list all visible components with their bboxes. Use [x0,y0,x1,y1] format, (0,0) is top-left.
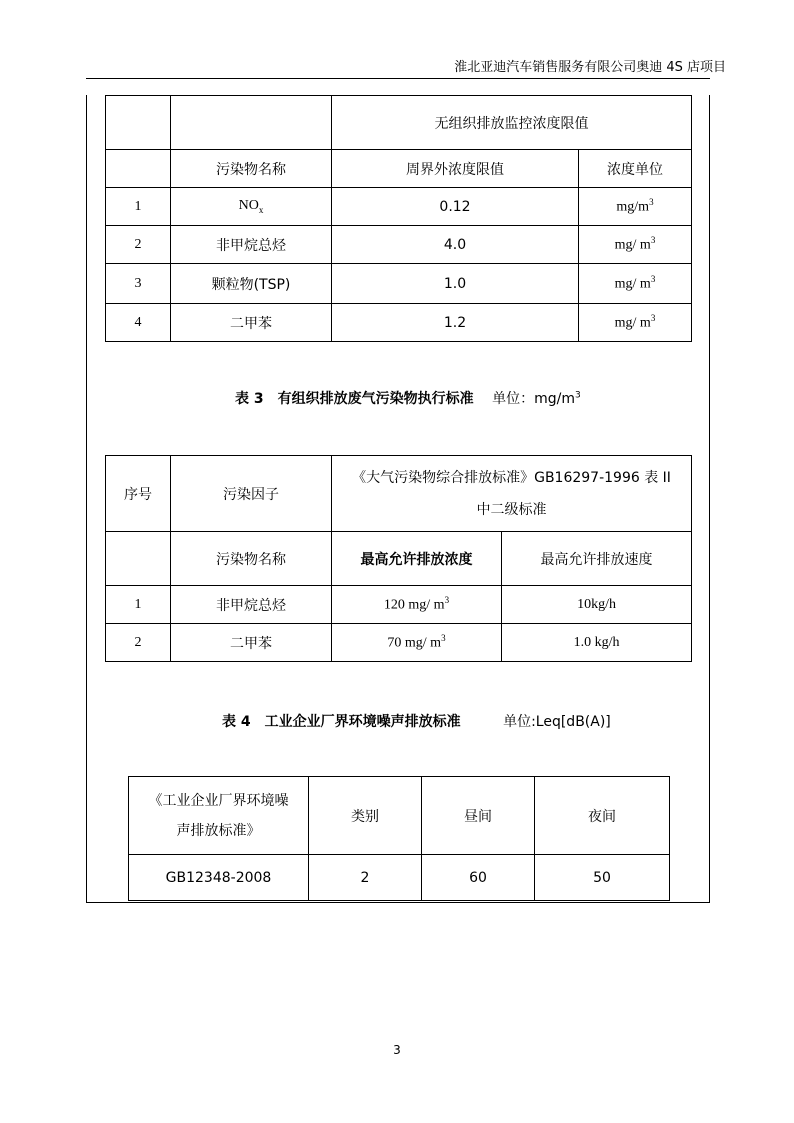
table-row [106,624,692,662]
table3-col-no: 序号 [106,456,171,532]
row-no: 2 [106,624,171,662]
night-value: 50 [535,855,670,901]
table-row [106,586,692,624]
table3-standard [332,456,692,532]
row-no: 1 [106,586,171,624]
class-value: 2 [309,855,422,901]
table-row [106,264,692,304]
table2-col-name: 污染物名称 [171,150,332,188]
table2-blank-name [171,96,332,150]
table2-blank-no [106,96,171,150]
unit-value: mg/ $m^3$ [579,304,692,342]
table3-standard-line1: 《大气污染物综合排放标准》GB16297-1996 表 II [352,469,671,486]
table4-title: 表 4 工业企业厂界环境噪声排放标准 [222,714,461,730]
rate-value: 1.0 kg/h [502,624,692,662]
pollutant-name: 二甲苯 [171,304,332,342]
table3-caption [235,388,581,408]
table2-col-limit: 周界外浓度限值 [332,150,579,188]
table4-standard-line1: 《工业企业厂界环境噪 [148,792,289,809]
table3-standard-line2: 中二级标准 [476,501,547,518]
table-row [106,226,692,264]
pollutant-name: 非甲烷总烃 [171,226,332,264]
table3-col-factor: 污染因子 [171,456,332,532]
row-no: 1 [106,188,171,226]
header-rule [86,78,710,79]
table3-col-name: 污染物名称 [171,532,332,586]
table3-title: 表 3 有组织排放废气污染物执行标准 [235,391,474,407]
row-no: 2 [106,226,171,264]
table-row [106,304,692,342]
limit-value: 1.2 [332,304,579,342]
table2-blank-no2 [106,150,171,188]
pollutant-name: 非甲烷总烃 [171,586,332,624]
table2-group-header: 无组织排放监控浓度限值 [332,96,692,150]
row-no: 4 [106,304,171,342]
table3-blank [106,532,171,586]
unit-value: mg/ $m^3$ [579,226,692,264]
pollutant-name: 颗粒物(TSP) [171,264,332,304]
table4-col-class: 类别 [309,777,422,855]
table4-standard-line2: 声排放标准》 [176,822,261,839]
page-number: 3 [393,1043,401,1057]
table-4 [128,776,670,901]
unit-value: mg/ $m^3$ [579,264,692,304]
table4-caption [222,711,611,731]
table-row [106,188,692,226]
table4-col-day: 昼间 [422,777,535,855]
table3-unit: 单位：$mg/m^3$ [492,390,581,407]
table2-col-unit: 浓度单位 [579,150,692,188]
table3-col-conc: 最高允许排放浓度 [332,532,502,586]
limit-value: 1.0 [332,264,579,304]
table-3 [105,455,692,662]
table3-col-rate: 最高允许排放速度 [502,532,692,586]
pollutant-name: 二甲苯 [171,624,332,662]
rate-value: 10kg/h [502,586,692,624]
table4-unit: 单位:Leq[dB(A)] [503,714,611,730]
table4-standard [129,777,309,855]
day-value: 60 [422,855,535,901]
conc-value: 70 mg/ $m^3$ [332,624,502,662]
page-header: 淮北亚迪汽车销售服务有限公司奥迪 4S 店项目 [454,60,726,75]
pollutant-name: $NO_x$ [171,188,332,226]
standard-code: GB12348-2008 [129,855,309,901]
table-row [129,855,670,901]
limit-value: 0.12 [332,188,579,226]
conc-value: 120 mg/ $m^3$ [332,586,502,624]
limit-value: 4.0 [332,226,579,264]
table4-col-night: 夜间 [535,777,670,855]
row-no: 3 [106,264,171,304]
table-2 [105,95,692,342]
unit-value: $mg/m^3$ [579,188,692,226]
